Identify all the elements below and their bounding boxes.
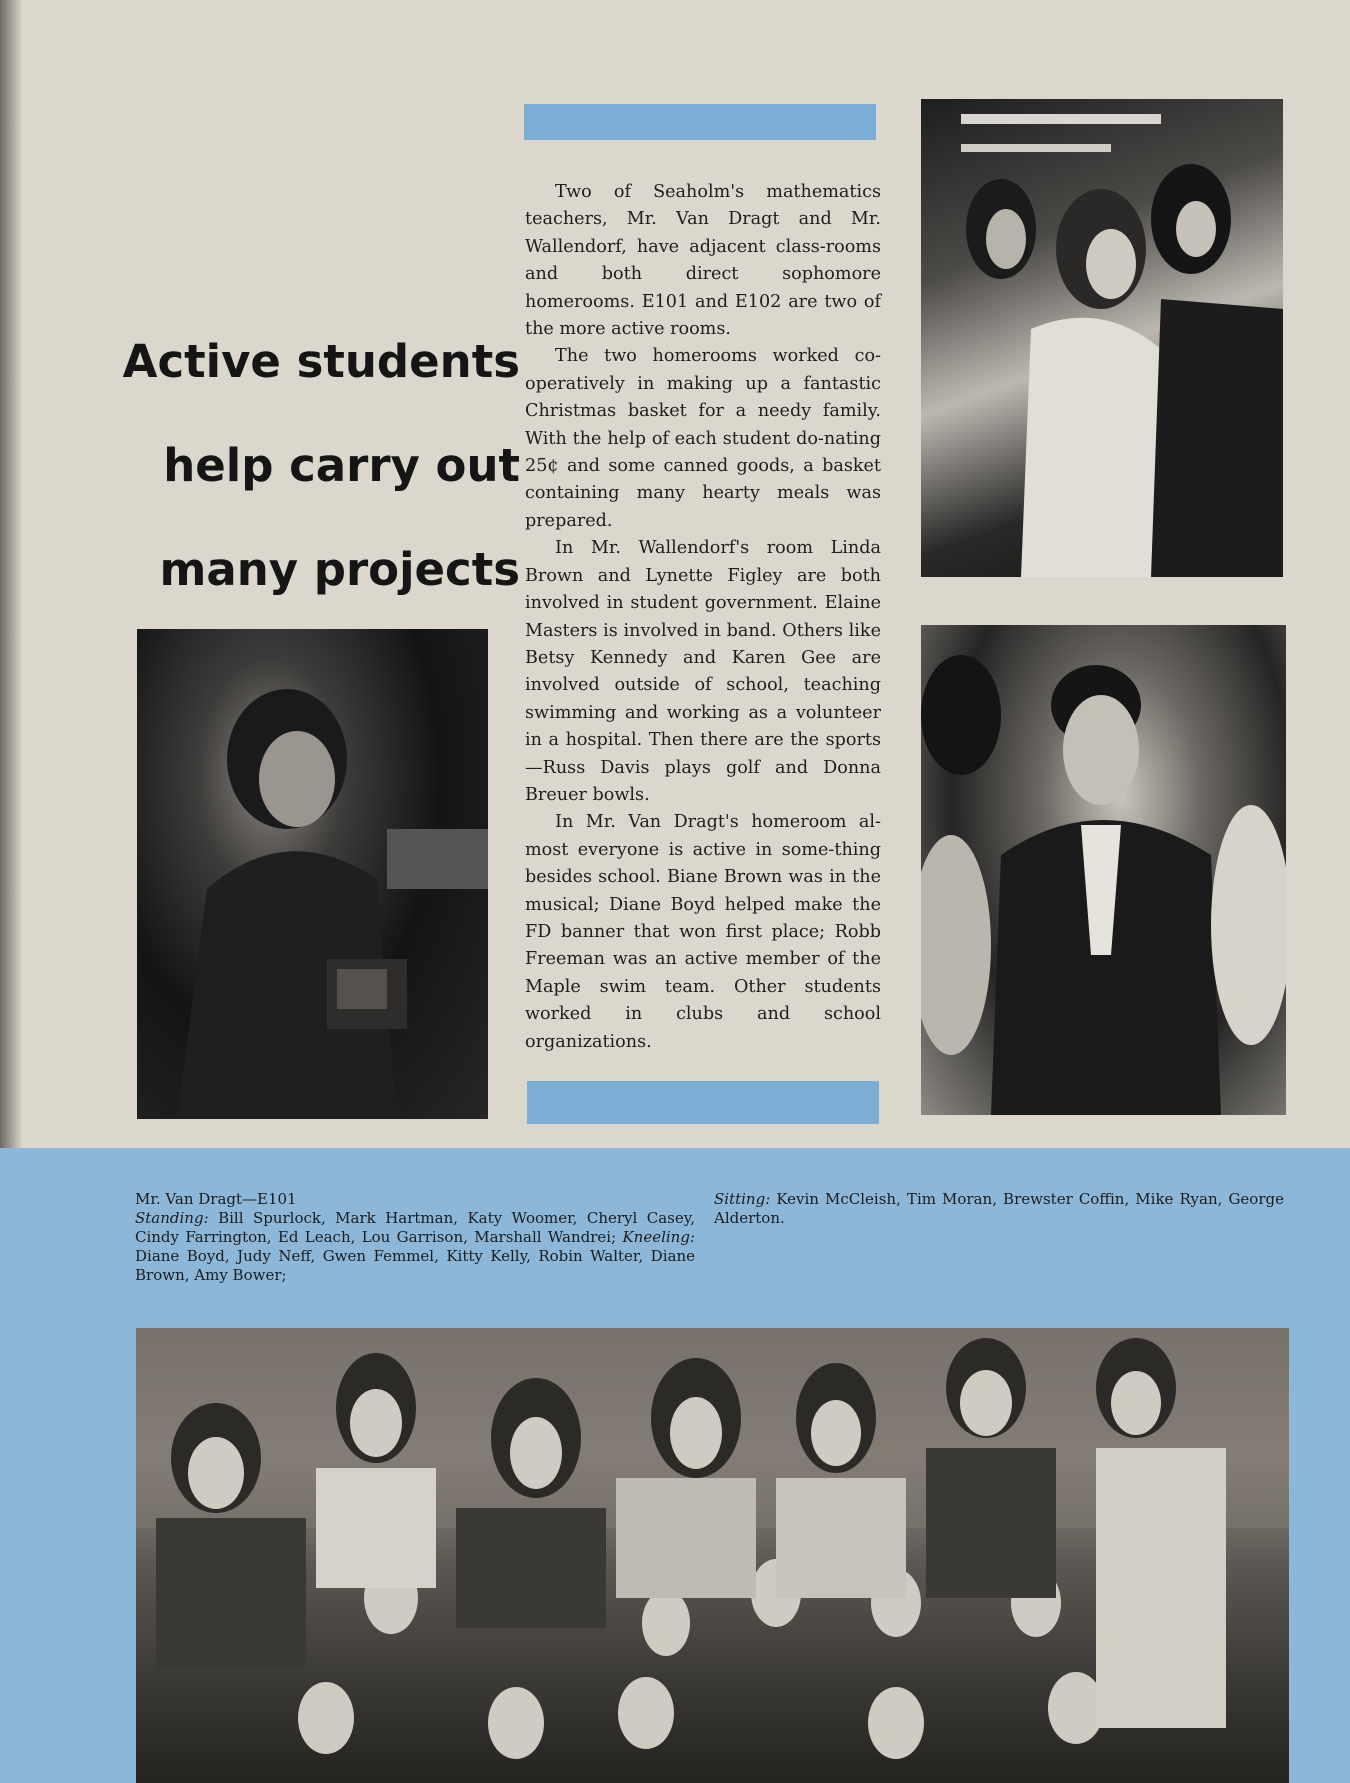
article-paragraph-3: In Mr. Wallendorf's room Linda Brown and Lynette Figley are both involved in student government. Elaine Masters is involved in band. Others like Betsy Kennedy and Karen Gee are involved outside of school, teaching swimming and working as a volunteer in a hospital. Then there are the sports—Russ Davis plays golf and Donna Breuer bowls. bbox=[525, 538, 881, 805]
accent-bar-top bbox=[524, 104, 876, 140]
photo-teacher-man bbox=[921, 625, 1286, 1115]
photo-homeroom-group-shapes bbox=[136, 1328, 1289, 1783]
article-body bbox=[525, 179, 881, 1056]
headline-line-2: help carry out bbox=[163, 439, 520, 492]
photo-students-hallway bbox=[921, 99, 1283, 577]
photo-teacher-woman-shapes bbox=[137, 629, 488, 1119]
article-paragraph-2: The two homerooms worked co-operatively in making up a fantastic Christmas basket for a needy family. With the help of each student do-nating 25¢ and some canned goods, a basket containing many hearty meals was prepared. bbox=[525, 346, 881, 531]
headline bbox=[110, 310, 520, 622]
accent-bar-bottom bbox=[527, 1081, 879, 1124]
group-caption-left bbox=[135, 1190, 695, 1285]
photo-teacher-man-shapes bbox=[921, 625, 1286, 1115]
headline-line-3: many projects bbox=[159, 543, 520, 596]
caption-sitting-names: Kevin McCleish, Tim Moran, Brewster Coffin, Mike Ryan, George Alderton. bbox=[714, 1190, 1284, 1227]
caption-kneeling-names: Diane Boyd, Judy Neff, Gwen Femmel, Kitty Kelly, Robin Walter, Diane Brown, Amy Bower; bbox=[135, 1247, 695, 1284]
caption-standing-label: Standing: bbox=[135, 1209, 219, 1227]
article-paragraph-4: In Mr. Van Dragt's homeroom al-most everyone is active in some-thing besides school. Biane Brown was in the musical; Diane Boyd helped make the FD banner that won first place; Robb Freeman was an active member of the Maple swim team. Other students worked in clubs and school organizations. bbox=[525, 812, 881, 1052]
caption-standing-names: Bill Spurlock, Mark Hartman, Katy Woomer, Cheryl Casey, Cindy Farrington, Ed Leach, Lou Garrison, Marshall Wandrei; bbox=[135, 1209, 695, 1246]
article-paragraph-1: Two of Seaholm's mathematics teachers, Mr. Van Dragt and Mr. Wallendorf, have adjacent class-rooms and both direct sophomore homerooms. E101 and E102 are two of the more active rooms. bbox=[525, 182, 881, 340]
caption-kneeling-label: Kneeling: bbox=[622, 1228, 695, 1246]
caption-title: Mr. Van Dragt—E101 bbox=[135, 1190, 297, 1208]
caption-sitting-label: Sitting: bbox=[714, 1190, 777, 1208]
photo-homeroom-group bbox=[136, 1328, 1289, 1783]
photo-students-hallway-shapes bbox=[921, 99, 1283, 577]
photo-teacher-woman bbox=[137, 629, 488, 1119]
headline-line-1: Active students bbox=[122, 335, 520, 388]
group-caption-right bbox=[714, 1190, 1284, 1228]
